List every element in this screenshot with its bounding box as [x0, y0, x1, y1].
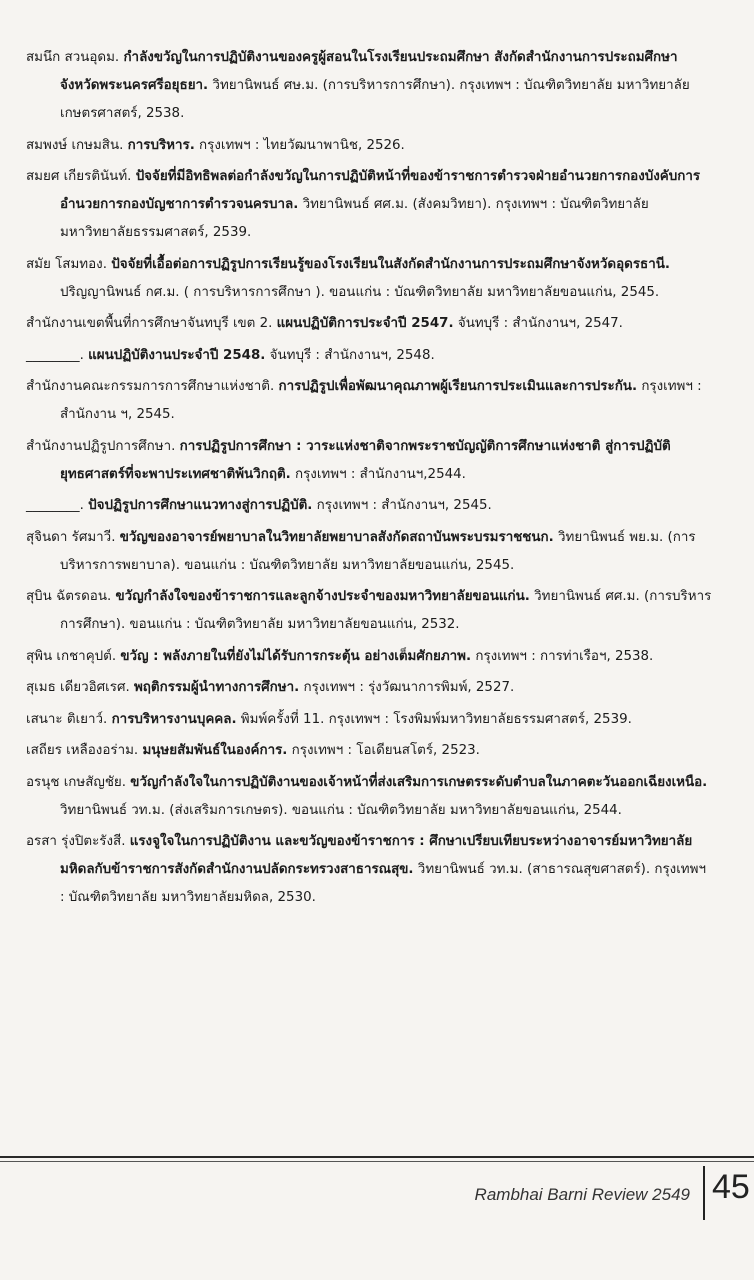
reference-author: สำนักงานเขตพื้นที่การศึกษาจันทบุรี เขต 2.	[26, 316, 273, 331]
reference-title: กำลังขวัญในการปฏิบัติงานของครูผู้สอนในโรงเรียนประถมศึกษา สังกัดสำนักงานการประถมศึกษา จังหวัดพระนครศรีอยุธยา.	[60, 50, 678, 93]
reference-author: สมพงษ์ เกษมสิน.	[26, 137, 124, 153]
reference-entry	[26, 524, 714, 580]
reference-publication: กรุงเทพฯ : การท่าเรือฯ, 2538.	[475, 648, 654, 664]
reference-publication: กรุงเทพฯ : สำนักงาน ฯ, 2545.	[60, 379, 702, 422]
reference-entry	[26, 163, 714, 247]
reference-title: ปัจจัยที่มีอิทธิพลต่อกำลังขวัญในการปฏิบัติหน้าที่ของข้าราชการตำรวจฝ่ายอำนวยการกองบังคับการอำนวยการกองบัญชาการตำรวจนครบาล.	[60, 169, 701, 212]
reference-author: สมยศ เกียรตินันท์.	[26, 169, 132, 184]
reference-author: สำนักงานคณะกรรมการการศึกษาแห่งชาติ.	[26, 379, 275, 394]
reference-entry	[26, 674, 714, 702]
reference-author: สมนึก สวนอุดม.	[26, 50, 120, 65]
reference-title: การปฏิรูปเพื่อพัฒนาคุณภาพผู้เรียนการประเมินและการประกัน.	[278, 379, 638, 394]
page-number-divider	[703, 1166, 705, 1220]
page-number: 45	[712, 1168, 750, 1206]
reference-title: แรงจูใจในการปฏิบัติงาน และขวัญของข้าราชการ : ศึกษาเปรียบเทียบระหว่างอาจารย์มหาวิทยาลัยมหิดลกับข้าราชการสังกัดสำนักงานปลัดกระทรวงสาธารณสุข.	[60, 834, 693, 877]
reference-entry	[26, 310, 714, 338]
reference-publication: วิทยานิพนธ์ วท.ม. (สาธารณสุขศาสตร์). กรุงเทพฯ : บัณฑิตวิทยาลัย มหาวิทยาลัยมหิดล, 2530.	[60, 862, 706, 905]
reference-title: การปฏิรูปการศึกษา : วาระแห่งชาติจากพระราชบัญญัติการศึกษาแห่งชาติ สู่การปฏิบัติยุทธศาสตร์ที่จะพาประเทศชาติพ้นวิกฤติ.	[60, 438, 671, 482]
reference-publication: วิทยานิพนธ์ ศษ.ม. (การบริหารการศึกษา). กรุงเทพฯ : บัณฑิตวิทยาลัย มหาวิทยาลัยเกษตรศาสตร์, 2538.	[60, 78, 690, 121]
reference-publication: วิทยานิพนธ์ พย.ม. (การบริหารการพยาบาล). ขอนแก่น : บัณฑิตวิทยาลัย มหาวิทยาลัยขอนแก่น, 2545.	[60, 529, 696, 573]
reference-title: ปัจจัยที่เอื้อต่อการปฏิรูปการเรียนรู้ของโรงเรียนในสังกัดสำนักงานการประถมศึกษาจังหวัดอุดรธานี.	[111, 256, 670, 272]
reference-title: มนุษยสัมพันธ์ในองค์การ.	[142, 743, 288, 758]
reference-publication: จันทบุรี : สำนักงานฯ, 2547.	[457, 316, 623, 331]
reference-title: การบริหารงานบุคคล.	[111, 711, 237, 727]
footer-rule-thin	[0, 1161, 754, 1162]
reference-entry	[26, 132, 714, 160]
reference-publication: กรุงเทพฯ : ไทยวัฒนาพานิช, 2526.	[199, 137, 405, 153]
reference-list	[26, 44, 714, 916]
journal-name: Rambhai Barni Review 2549	[474, 1185, 690, 1204]
reference-entry	[26, 769, 714, 825]
reference-publication: วิทยานิพนธ์ วท.ม. (ส่งเสริมการเกษตร). ขอนแก่น : บัณฑิตวิทยาลัย มหาวิทยาลัยขอนแก่น, 2544.	[60, 802, 622, 818]
reference-author: ________.	[26, 347, 84, 363]
reference-publication: กรุงเทพฯ : สำนักงานฯ,2544.	[295, 466, 466, 482]
reference-entry	[26, 737, 714, 765]
reference-entry	[26, 643, 714, 671]
reference-entry	[26, 583, 714, 639]
reference-title: ขวัญกำลังใจของข้าราชการและลูกจ้างประจำของมหาวิทยาลัยขอนแก่น.	[115, 589, 530, 604]
reference-entry	[26, 828, 714, 912]
reference-author: สมัย โสมทอง.	[26, 256, 107, 272]
reference-author: อรสา รุ่งปิตะรังสี.	[26, 834, 126, 849]
reference-publication: วิทยานิพนธ์ ศศ.ม. (สังคมวิทยา). กรุงเทพฯ : บัณฑิตวิทยาลัย มหาวิทยาลัยธรรมศาสตร์, 2539.	[60, 197, 649, 240]
reference-title: แผนปฏิบัติการประจำปี 2547.	[276, 316, 454, 331]
reference-entry	[26, 492, 714, 520]
reference-title: ขวัญกำลังใจในการปฏิบัติงานของเจ้าหน้าที่ส่งเสริมการเกษตรระดับตำบลในภาคตะวันออกเฉียงเหนือ.	[130, 774, 708, 790]
reference-title: การบริหาร.	[127, 137, 195, 153]
reference-entry	[26, 373, 714, 429]
reference-publication: พิมพ์ครั้งที่ 11. กรุงเทพฯ : โรงพิมพ์มหาวิทยาลัยธรรมศาสตร์, 2539.	[240, 711, 632, 727]
reference-entry	[26, 44, 714, 128]
footer-rule	[0, 1156, 754, 1158]
reference-publication: กรุงเทพฯ : สำนักงานฯ, 2545.	[316, 498, 492, 513]
reference-title: ขวัญของอาจารย์พยาบาลในวิทยาลัยพยาบาลสังกัดสถาบันพระบรมราชชนก.	[119, 529, 554, 545]
reference-entry	[26, 342, 714, 370]
reference-publication: กรุงเทพฯ : รุ่งวัฒนาการพิมพ์, 2527.	[303, 680, 515, 695]
reference-title: ขวัญ : พลังภายในที่ยังไม่ได้รับการกระตุ้น อย่างเต็มศักยภาพ.	[120, 648, 472, 664]
reference-author: สุบิน ฉัตรดอน.	[26, 589, 112, 604]
reference-author: ________.	[26, 498, 84, 513]
reference-title: พฤติกรรมผู้นำทางการศึกษา.	[133, 680, 300, 695]
reference-entry	[26, 251, 714, 307]
reference-author: เสนาะ ติเยาว์.	[26, 711, 108, 727]
reference-publication: จันทบุรี : สำนักงานฯ, 2548.	[269, 347, 435, 363]
reference-publication: กรุงเทพฯ : โอเดียนสโตร์, 2523.	[291, 743, 480, 758]
reference-author: เสถียร เหลืองอร่าม.	[26, 743, 139, 758]
reference-author: สุจินดา รัศมาวี.	[26, 529, 116, 545]
reference-publication: ปริญญานิพนธ์ กศ.ม. ( การบริหารการศึกษา ). ขอนแก่น : บัณฑิตวิทยาลัย มหาวิทยาลัยขอนแก่น, 2545.	[60, 284, 660, 300]
reference-entry	[26, 433, 714, 489]
reference-title: แผนปฏิบัติงานประจำปี 2548.	[88, 347, 266, 363]
reference-author: สุพิน เกชาคุปต์.	[26, 648, 117, 664]
reference-author: สำนักงานปฏิรูปการศึกษา.	[26, 438, 176, 454]
reference-title: ปัจปฏิรูปการศึกษาแนวทางสู่การปฏิบัติ.	[88, 498, 313, 513]
reference-publication: วิทยานิพนธ์ ศศ.ม. (การบริหารการศึกษา). ขอนแก่น : บัณฑิตวิทยาลัย มหาวิทยาลัยขอนแก่น, 2532.	[60, 589, 712, 632]
reference-author: สุเมธ เดียวอิศเรศ.	[26, 680, 130, 695]
reference-author: อรนุช เกษสัญชัย.	[26, 774, 127, 790]
reference-entry	[26, 706, 714, 734]
